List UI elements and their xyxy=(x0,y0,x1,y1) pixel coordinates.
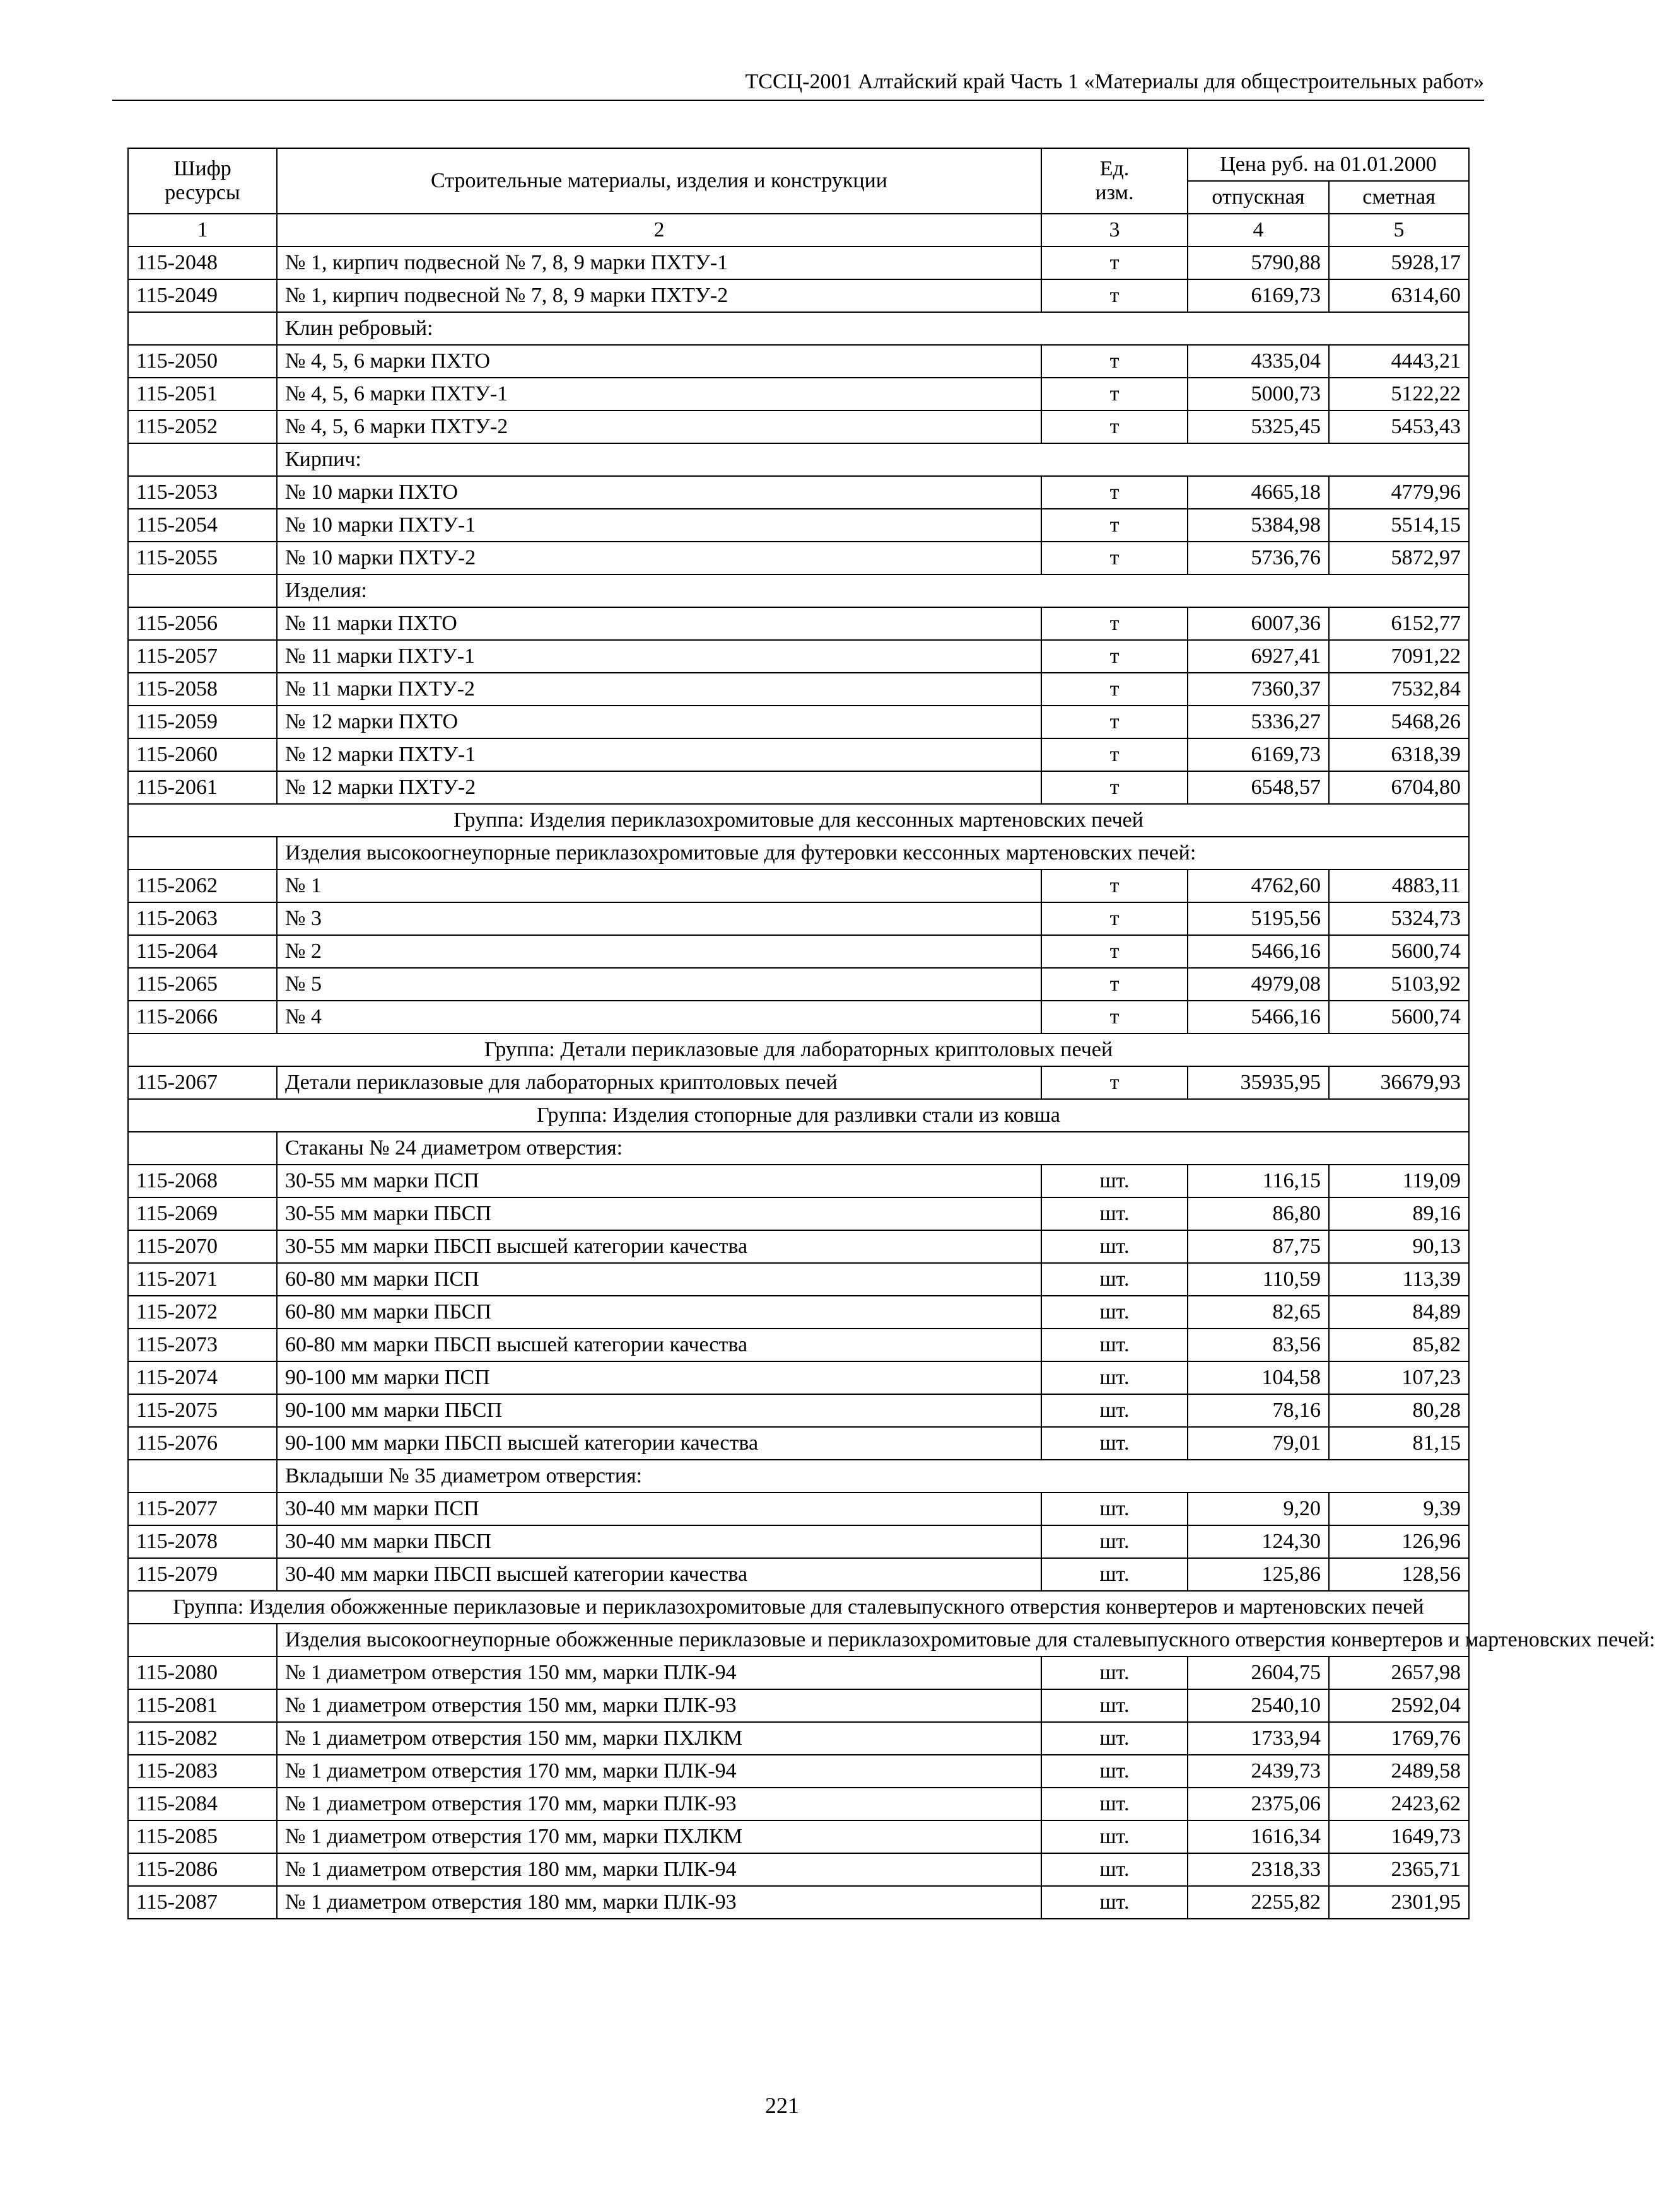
subheading: Вкладыши № 35 диаметром отверстия: xyxy=(277,1460,1469,1493)
estimate-price: 2592,04 xyxy=(1329,1689,1469,1722)
material-name: № 11 марки ПХТО xyxy=(277,607,1041,640)
empty-code-cell xyxy=(128,1132,277,1165)
release-price: 2255,82 xyxy=(1188,1886,1329,1919)
material-name: № 1 диаметром отверстия 170 мм, марки ПХЛКМ xyxy=(277,1820,1041,1853)
subheading: Изделия высокоогнеупорные обожженные периклазовые и периклазохромитовые для сталевыпускного отверстия конвертеров и мартеновских печей: xyxy=(277,1624,1469,1656)
material-name: 30-55 мм марки ПБСП xyxy=(277,1197,1041,1230)
resource-code: 115-2062 xyxy=(128,870,277,902)
column-number: 4 xyxy=(1188,214,1329,247)
resource-code: 115-2052 xyxy=(128,410,277,443)
table-row xyxy=(128,1427,1469,1460)
unit-cell: т xyxy=(1041,509,1188,542)
estimate-price: 80,28 xyxy=(1329,1394,1469,1427)
unit-cell: шт. xyxy=(1041,1427,1188,1460)
release-price: 5336,27 xyxy=(1188,706,1329,738)
material-name: № 1 диаметром отверстия 170 мм, марки ПЛК-93 xyxy=(277,1788,1041,1820)
estimate-price: 36679,93 xyxy=(1329,1066,1469,1099)
material-name: 30-40 мм марки ПБСП высшей категории качества xyxy=(277,1558,1041,1591)
unit-cell: т xyxy=(1041,542,1188,574)
subheading: Изделия высокоогнеупорные периклазохромитовые для футеровки кессонных мартеновских печей: xyxy=(277,837,1469,870)
release-price: 5000,73 xyxy=(1188,378,1329,410)
material-name: № 1 диаметром отверстия 150 мм, марки ПХЛКМ xyxy=(277,1722,1041,1755)
unit-cell: т xyxy=(1041,247,1188,279)
estimate-price: 85,82 xyxy=(1329,1329,1469,1361)
resource-code: 115-2051 xyxy=(128,378,277,410)
material-name: 60-80 мм марки ПСП xyxy=(277,1263,1041,1296)
material-name: 30-55 мм марки ПСП xyxy=(277,1165,1041,1197)
resource-code: 115-2057 xyxy=(128,640,277,673)
subheading: Стаканы № 24 диаметром отверстия: xyxy=(277,1132,1469,1165)
table-row xyxy=(128,870,1469,902)
table-row xyxy=(128,902,1469,935)
estimate-price: 5600,74 xyxy=(1329,1001,1469,1033)
estimate-price: 126,96 xyxy=(1329,1525,1469,1558)
material-name: № 12 марки ПХТУ-2 xyxy=(277,771,1041,804)
unit-cell: шт. xyxy=(1041,1853,1188,1886)
material-name: № 3 xyxy=(277,902,1041,935)
resource-code: 115-2054 xyxy=(128,509,277,542)
subheading: Изделия: xyxy=(277,574,1469,607)
release-price: 6169,73 xyxy=(1188,279,1329,312)
material-name: 30-55 мм марки ПБСП высшей категории качества xyxy=(277,1230,1041,1263)
resource-code: 115-2064 xyxy=(128,935,277,968)
subheading: Клин ребровый: xyxy=(277,312,1469,345)
column-header-unit xyxy=(1041,148,1188,214)
release-price: 4665,18 xyxy=(1188,476,1329,509)
release-price: 124,30 xyxy=(1188,1525,1329,1558)
release-price: 4762,60 xyxy=(1188,870,1329,902)
material-name: № 1 диаметром отверстия 170 мм, марки ПЛК-94 xyxy=(277,1755,1041,1788)
estimate-price: 4443,21 xyxy=(1329,345,1469,378)
estimate-price: 1769,76 xyxy=(1329,1722,1469,1755)
resource-code: 115-2083 xyxy=(128,1755,277,1788)
resource-code: 115-2056 xyxy=(128,607,277,640)
estimate-price: 6152,77 xyxy=(1329,607,1469,640)
table-row xyxy=(128,378,1469,410)
resource-code: 115-2067 xyxy=(128,1066,277,1099)
table-row xyxy=(128,410,1469,443)
material-name: № 5 xyxy=(277,968,1041,1001)
estimate-price: 90,13 xyxy=(1329,1230,1469,1263)
table-row xyxy=(128,673,1469,706)
table-body xyxy=(128,247,1655,1919)
column-header-price: Цена руб. на 01.01.2000 xyxy=(1188,148,1469,181)
group-heading: Группа: Изделия стопорные для разливки стали из ковша xyxy=(128,1099,1469,1132)
material-name: 60-80 мм марки ПБСП высшей категории качества xyxy=(277,1329,1041,1361)
table-row xyxy=(128,607,1469,640)
unit-cell: т xyxy=(1041,378,1188,410)
estimate-price: 5122,22 xyxy=(1329,378,1469,410)
resource-code: 115-2049 xyxy=(128,279,277,312)
material-name: № 2 xyxy=(277,935,1041,968)
unit-cell: т xyxy=(1041,607,1188,640)
subheading-row xyxy=(128,1460,1469,1493)
estimate-price: 5514,15 xyxy=(1329,509,1469,542)
estimate-price: 2657,98 xyxy=(1329,1656,1469,1689)
table-row xyxy=(128,1361,1469,1394)
unit-cell: т xyxy=(1041,640,1188,673)
release-price: 78,16 xyxy=(1188,1394,1329,1427)
release-price: 79,01 xyxy=(1188,1427,1329,1460)
estimate-price: 119,09 xyxy=(1329,1165,1469,1197)
unit-cell: т xyxy=(1041,902,1188,935)
table-row xyxy=(128,476,1469,509)
release-price: 125,86 xyxy=(1188,1558,1329,1591)
unit-cell: шт. xyxy=(1041,1394,1188,1427)
subheading-row xyxy=(128,312,1469,345)
resource-code: 115-2070 xyxy=(128,1230,277,1263)
subheading-row xyxy=(128,1132,1469,1165)
header-rule xyxy=(112,100,1484,101)
table-row xyxy=(128,1755,1469,1788)
table-row xyxy=(128,1886,1469,1919)
estimate-price: 113,39 xyxy=(1329,1263,1469,1296)
estimate-price: 6314,60 xyxy=(1329,279,1469,312)
release-price: 2375,06 xyxy=(1188,1788,1329,1820)
unit-cell: т xyxy=(1041,1001,1188,1033)
material-name: № 4 xyxy=(277,1001,1041,1033)
column-header-name: Строительные материалы, изделия и конструкции xyxy=(277,148,1041,214)
unit-cell: шт. xyxy=(1041,1296,1188,1329)
release-price: 5466,16 xyxy=(1188,1001,1329,1033)
release-price: 2604,75 xyxy=(1188,1656,1329,1689)
release-price: 5736,76 xyxy=(1188,542,1329,574)
material-name: № 10 марки ПХТУ-1 xyxy=(277,509,1041,542)
column-number: 1 xyxy=(128,214,277,247)
subheading-row xyxy=(128,443,1469,476)
unit-cell: шт. xyxy=(1041,1788,1188,1820)
unit-cell: шт. xyxy=(1041,1656,1188,1689)
release-price: 6007,36 xyxy=(1188,607,1329,640)
table-row xyxy=(128,1165,1469,1197)
table-row xyxy=(128,640,1469,673)
resource-code: 115-2079 xyxy=(128,1558,277,1591)
table-row xyxy=(128,1853,1469,1886)
resource-code: 115-2087 xyxy=(128,1886,277,1919)
resource-code: 115-2061 xyxy=(128,771,277,804)
column-header-code xyxy=(128,148,277,214)
unit-cell: т xyxy=(1041,476,1188,509)
table-row xyxy=(128,771,1469,804)
unit-cell: шт. xyxy=(1041,1755,1188,1788)
unit-cell: т xyxy=(1041,706,1188,738)
table-row xyxy=(128,1394,1469,1427)
column-number: 2 xyxy=(277,214,1041,247)
estimate-price: 107,23 xyxy=(1329,1361,1469,1394)
estimate-price: 81,15 xyxy=(1329,1427,1469,1460)
material-name: 90-100 мм марки ПСП xyxy=(277,1361,1041,1394)
empty-code-cell xyxy=(128,837,277,870)
unit-cell: т xyxy=(1041,1066,1188,1099)
unit-cell: т xyxy=(1041,738,1188,771)
estimate-price: 6318,39 xyxy=(1329,738,1469,771)
subheading-row xyxy=(128,574,1469,607)
release-price: 5195,56 xyxy=(1188,902,1329,935)
material-name: № 1, кирпич подвесной № 7, 8, 9 марки ПХТУ-2 xyxy=(277,279,1041,312)
table-row xyxy=(128,1689,1469,1722)
table-row xyxy=(128,738,1469,771)
resource-code: 115-2048 xyxy=(128,247,277,279)
release-price: 5325,45 xyxy=(1188,410,1329,443)
unit-cell: шт. xyxy=(1041,1493,1188,1525)
column-number-row xyxy=(128,214,1469,247)
table-row xyxy=(128,1493,1469,1525)
table-row xyxy=(128,345,1469,378)
resource-code: 115-2074 xyxy=(128,1361,277,1394)
estimate-price: 5103,92 xyxy=(1329,968,1469,1001)
table-row xyxy=(128,1329,1469,1361)
running-header: ТССЦ-2001 Алтайский край Часть 1 «Материалы для общестроительных работ» xyxy=(745,70,1484,93)
table-row xyxy=(128,1656,1469,1689)
unit-cell: шт. xyxy=(1041,1558,1188,1591)
resource-code: 115-2068 xyxy=(128,1165,277,1197)
resource-code: 115-2076 xyxy=(128,1427,277,1460)
group-row xyxy=(128,804,1469,837)
table-row xyxy=(128,1722,1469,1755)
resource-code: 115-2086 xyxy=(128,1853,277,1886)
table-row xyxy=(128,706,1469,738)
group-row xyxy=(128,1033,1469,1066)
table-row xyxy=(128,1066,1469,1099)
table-row xyxy=(128,1820,1469,1853)
column-header-estimate: сметная xyxy=(1329,181,1469,214)
resource-code: 115-2082 xyxy=(128,1722,277,1755)
unit-cell: т xyxy=(1041,673,1188,706)
resource-code: 115-2072 xyxy=(128,1296,277,1329)
estimate-price: 2423,62 xyxy=(1329,1788,1469,1820)
estimate-price: 4883,11 xyxy=(1329,870,1469,902)
estimate-price: 2301,95 xyxy=(1329,1886,1469,1919)
resource-code: 115-2050 xyxy=(128,345,277,378)
table-row xyxy=(128,935,1469,968)
estimate-price: 7532,84 xyxy=(1329,673,1469,706)
unit-cell: т xyxy=(1041,279,1188,312)
table-row xyxy=(128,1788,1469,1820)
estimate-price: 128,56 xyxy=(1329,1558,1469,1591)
estimate-price: 84,89 xyxy=(1329,1296,1469,1329)
table-row xyxy=(128,1296,1469,1329)
material-name: 60-80 мм марки ПБСП xyxy=(277,1296,1041,1329)
estimate-price: 5600,74 xyxy=(1329,935,1469,968)
estimate-price: 7091,22 xyxy=(1329,640,1469,673)
resource-code: 115-2075 xyxy=(128,1394,277,1427)
estimate-price: 5453,43 xyxy=(1329,410,1469,443)
unit-cell: шт. xyxy=(1041,1525,1188,1558)
table-row xyxy=(128,1230,1469,1263)
release-price: 104,58 xyxy=(1188,1361,1329,1394)
release-price: 4335,04 xyxy=(1188,345,1329,378)
material-name: 90-100 мм марки ПБСП высшей категории качества xyxy=(277,1427,1041,1460)
material-name: № 11 марки ПХТУ-2 xyxy=(277,673,1041,706)
material-name: № 12 марки ПХТУ-1 xyxy=(277,738,1041,771)
group-row xyxy=(128,1099,1469,1132)
material-name: № 1 диаметром отверстия 180 мм, марки ПЛК-93 xyxy=(277,1886,1041,1919)
resource-code: 115-2077 xyxy=(128,1493,277,1525)
subheading-row xyxy=(128,1624,1469,1656)
resource-code: 115-2060 xyxy=(128,738,277,771)
unit-cell: шт. xyxy=(1041,1820,1188,1853)
material-name: № 11 марки ПХТУ-1 xyxy=(277,640,1041,673)
unit-cell: шт. xyxy=(1041,1361,1188,1394)
column-header-release: отпускная xyxy=(1188,181,1329,214)
table-row xyxy=(128,1525,1469,1558)
unit-cell: шт. xyxy=(1041,1165,1188,1197)
release-price: 82,65 xyxy=(1188,1296,1329,1329)
table-row xyxy=(128,968,1469,1001)
resource-code: 115-2058 xyxy=(128,673,277,706)
table-row xyxy=(128,509,1469,542)
group-row xyxy=(128,1591,1469,1624)
empty-code-cell xyxy=(128,443,277,476)
resource-code: 115-2059 xyxy=(128,706,277,738)
release-price: 35935,95 xyxy=(1188,1066,1329,1099)
release-price: 110,59 xyxy=(1188,1263,1329,1296)
empty-code-cell xyxy=(128,1460,277,1493)
estimate-price: 9,39 xyxy=(1329,1493,1469,1525)
resource-code: 115-2084 xyxy=(128,1788,277,1820)
estimate-price: 6704,80 xyxy=(1329,771,1469,804)
resource-code: 115-2078 xyxy=(128,1525,277,1558)
release-price: 6548,57 xyxy=(1188,771,1329,804)
group-heading: Группа: Детали периклазовые для лабораторных криптоловых печей xyxy=(128,1033,1469,1066)
material-name: 30-40 мм марки ПСП xyxy=(277,1493,1041,1525)
empty-code-cell xyxy=(128,1624,277,1656)
release-price: 7360,37 xyxy=(1188,673,1329,706)
unit-cell: т xyxy=(1041,968,1188,1001)
estimate-price: 4779,96 xyxy=(1329,476,1469,509)
release-price: 86,80 xyxy=(1188,1197,1329,1230)
table-row xyxy=(128,542,1469,574)
unit-cell: шт. xyxy=(1041,1230,1188,1263)
material-name: № 1 диаметром отверстия 180 мм, марки ПЛК-94 xyxy=(277,1853,1041,1886)
table-row xyxy=(128,1197,1469,1230)
resource-code: 115-2073 xyxy=(128,1329,277,1361)
estimate-price: 2365,71 xyxy=(1329,1853,1469,1886)
empty-code-cell xyxy=(128,574,277,607)
resource-code: 115-2063 xyxy=(128,902,277,935)
material-name: 90-100 мм марки ПБСП xyxy=(277,1394,1041,1427)
material-name: 30-40 мм марки ПБСП xyxy=(277,1525,1041,1558)
estimate-price: 2489,58 xyxy=(1329,1755,1469,1788)
release-price: 5790,88 xyxy=(1188,247,1329,279)
material-name: № 4, 5, 6 марки ПХТО xyxy=(277,345,1041,378)
release-price: 1616,34 xyxy=(1188,1820,1329,1853)
material-name: № 1 диаметром отверстия 150 мм, марки ПЛК-93 xyxy=(277,1689,1041,1722)
unit-cell: шт. xyxy=(1041,1197,1188,1230)
table-row xyxy=(128,1558,1469,1591)
table-row xyxy=(128,1263,1469,1296)
group-heading: Группа: Изделия обожженные периклазовые и периклазохромитовые для сталевыпускного отверстия конвертеров и мартеновских печей xyxy=(128,1591,1469,1624)
material-name: № 1, кирпич подвесной № 7, 8, 9 марки ПХТУ-1 xyxy=(277,247,1041,279)
column-header-code-text: Шифр ресурсы xyxy=(165,157,240,204)
release-price: 2540,10 xyxy=(1188,1689,1329,1722)
material-name: Детали периклазовые для лабораторных криптоловых печей xyxy=(277,1066,1041,1099)
resource-code: 115-2071 xyxy=(128,1263,277,1296)
table-row xyxy=(128,279,1469,312)
resource-code: 115-2055 xyxy=(128,542,277,574)
table-head xyxy=(128,148,1469,247)
resource-code: 115-2069 xyxy=(128,1197,277,1230)
estimate-price: 5324,73 xyxy=(1329,902,1469,935)
resource-code: 115-2066 xyxy=(128,1001,277,1033)
unit-cell: т xyxy=(1041,935,1188,968)
material-name: № 1 диаметром отверстия 150 мм, марки ПЛК-94 xyxy=(277,1656,1041,1689)
column-header-unit-text: Ед. изм. xyxy=(1095,157,1134,204)
price-table xyxy=(127,148,1655,1919)
resource-code: 115-2085 xyxy=(128,1820,277,1853)
unit-cell: шт. xyxy=(1041,1722,1188,1755)
estimate-price: 5872,97 xyxy=(1329,542,1469,574)
unit-cell: шт. xyxy=(1041,1886,1188,1919)
estimate-price: 5928,17 xyxy=(1329,247,1469,279)
release-price: 2439,73 xyxy=(1188,1755,1329,1788)
resource-code: 115-2080 xyxy=(128,1656,277,1689)
release-price: 116,15 xyxy=(1188,1165,1329,1197)
column-number: 5 xyxy=(1329,214,1469,247)
group-heading: Группа: Изделия периклазохромитовые для кессонных мартеновских печей xyxy=(128,804,1469,837)
release-price: 83,56 xyxy=(1188,1329,1329,1361)
release-price: 9,20 xyxy=(1188,1493,1329,1525)
unit-cell: шт. xyxy=(1041,1263,1188,1296)
unit-cell: т xyxy=(1041,771,1188,804)
material-name: № 10 марки ПХТУ-2 xyxy=(277,542,1041,574)
estimate-price: 5468,26 xyxy=(1329,706,1469,738)
table-row xyxy=(128,1001,1469,1033)
empty-code-cell xyxy=(128,312,277,345)
material-name: № 10 марки ПХТО xyxy=(277,476,1041,509)
table-row xyxy=(128,247,1469,279)
estimate-price: 1649,73 xyxy=(1329,1820,1469,1853)
release-price: 6927,41 xyxy=(1188,640,1329,673)
release-price: 4979,08 xyxy=(1188,968,1329,1001)
release-price: 5466,16 xyxy=(1188,935,1329,968)
unit-cell: шт. xyxy=(1041,1689,1188,1722)
header-row-top xyxy=(128,148,1469,181)
page-number: 221 xyxy=(765,2093,799,2118)
release-price: 5384,98 xyxy=(1188,509,1329,542)
subheading: Кирпич: xyxy=(277,443,1469,476)
material-name: № 1 xyxy=(277,870,1041,902)
unit-cell: т xyxy=(1041,870,1188,902)
resource-code: 115-2081 xyxy=(128,1689,277,1722)
resource-code: 115-2053 xyxy=(128,476,277,509)
column-number: 3 xyxy=(1041,214,1188,247)
subheading-row xyxy=(128,837,1469,870)
release-price: 6169,73 xyxy=(1188,738,1329,771)
unit-cell: шт. xyxy=(1041,1329,1188,1361)
unit-cell: т xyxy=(1041,410,1188,443)
release-price: 87,75 xyxy=(1188,1230,1329,1263)
resource-code: 115-2065 xyxy=(128,968,277,1001)
release-price: 2318,33 xyxy=(1188,1853,1329,1886)
material-name: № 4, 5, 6 марки ПХТУ-1 xyxy=(277,378,1041,410)
release-price: 1733,94 xyxy=(1188,1722,1329,1755)
estimate-price: 89,16 xyxy=(1329,1197,1469,1230)
unit-cell: т xyxy=(1041,345,1188,378)
material-name: № 12 марки ПХТО xyxy=(277,706,1041,738)
material-name: № 4, 5, 6 марки ПХТУ-2 xyxy=(277,410,1041,443)
